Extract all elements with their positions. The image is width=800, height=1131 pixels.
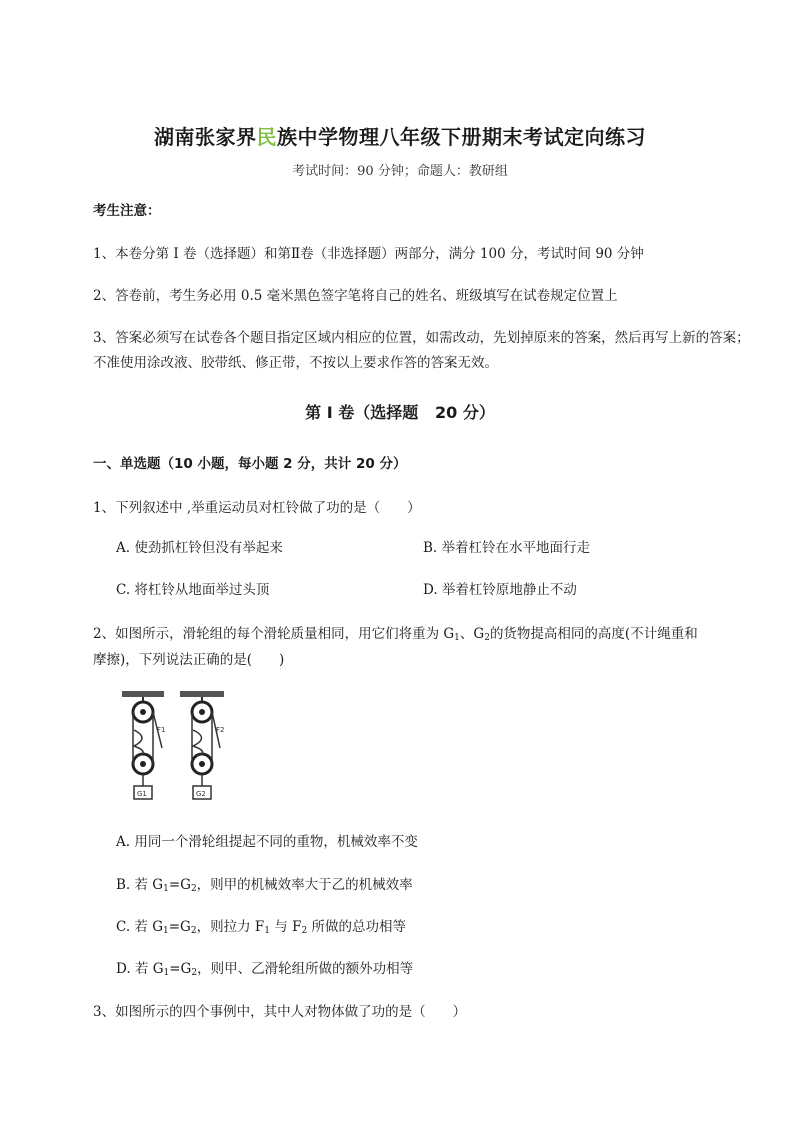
q1-option-b[interactable]: B. 举着杠铃在水平地面行走 [423, 540, 591, 556]
notice-item-2: 2、答卷前，考生务必用 0.5 毫米黑色签字笔将自己的姓名、班级填写在试卷规定位置上 [93, 288, 618, 304]
question-2-stem [93, 622, 698, 650]
question-1-stem: 1、下列叙述中 ,举重运动员对杠铃做了功的是（ ） [93, 500, 421, 516]
exam-subtitle: 考试时间：90 分钟；命题人：教研组 [292, 164, 508, 179]
load-label-g2: G2 [196, 790, 206, 798]
question-2-stem-line-2: 摩擦)，下列说法正确的是( ) [93, 652, 285, 668]
load-label-g1: G1 [137, 790, 147, 798]
question-3-stem: 3、如图所示的四个事例中，其中人对物体做了功的是（ ） [93, 1004, 467, 1020]
notice-item-1: 1、本卷分第 I 卷（选择题）和第Ⅱ卷（非选择题）两部分，满分 100 分，考试时间 90 分钟 [93, 246, 644, 262]
q2-stem-text-a: 2、如图所示，滑轮组的每个滑轮质量相同，用它们将重为 G [93, 626, 455, 642]
q2-option-a[interactable]: A. 用同一个滑轮组提起不同的重物，机械效率不变 [116, 834, 418, 850]
notice-heading: 考生注意： [93, 203, 161, 219]
ceiling-beam-right [180, 691, 224, 697]
title-highlight: 民 [256, 125, 277, 149]
ceiling-beam-left [122, 691, 164, 697]
force-label-f1: F1 [157, 726, 166, 734]
force-label-f2: F2 [216, 726, 225, 734]
q2-sub-1: 1 [454, 633, 460, 643]
q1-option-d[interactable]: D. 举着杠铃原地静止不动 [423, 582, 577, 598]
q2-option-b[interactable]: B. 若 $G_1=G_2$，则甲的机械效率大于乙的机械效率 [116, 877, 413, 894]
q2-stem-sep: 、G [459, 626, 485, 642]
page-title [0, 121, 800, 150]
title-part-1: 湖南张家界 [154, 125, 257, 149]
q1-option-c[interactable]: C. 将杠铃从地面举过头顶 [116, 582, 270, 598]
notice-item-3: 3、答案必须写在试卷各个题目指定区域内相应的位置，如需改动，先划掉原来的答案，然后再写上新的答案；不准使用涂改液、胶带纸、修正带，不按以上要求作答的答案无效。 [93, 330, 750, 371]
part-heading: 一、单选题（10 小题，每小题 2 分，共计 20 分） [93, 456, 407, 472]
section-title: 第 I 卷（选择题 20 分） [305, 403, 495, 422]
q2-option-d[interactable]: D. 若 $G_1=G_2$，则甲、乙滑轮组所做的额外功相等 [116, 961, 414, 978]
q1-option-a[interactable]: A. 使劲抓杠铃但没有举起来 [116, 540, 283, 556]
pulley-figure [120, 688, 240, 810]
q2-sub-2: 2 [484, 633, 490, 643]
title-part-2: 族中学物理八年级下册期末考试定向练习 [277, 125, 646, 149]
q2-stem-text-b: 的货物提高相同的高度(不计绳重和 [489, 626, 698, 642]
q2-option-c[interactable]: C. 若 $G_1=G_2$，则拉力 $F_1$ 与 $F_2$ 所做的总功相等 [116, 919, 406, 936]
